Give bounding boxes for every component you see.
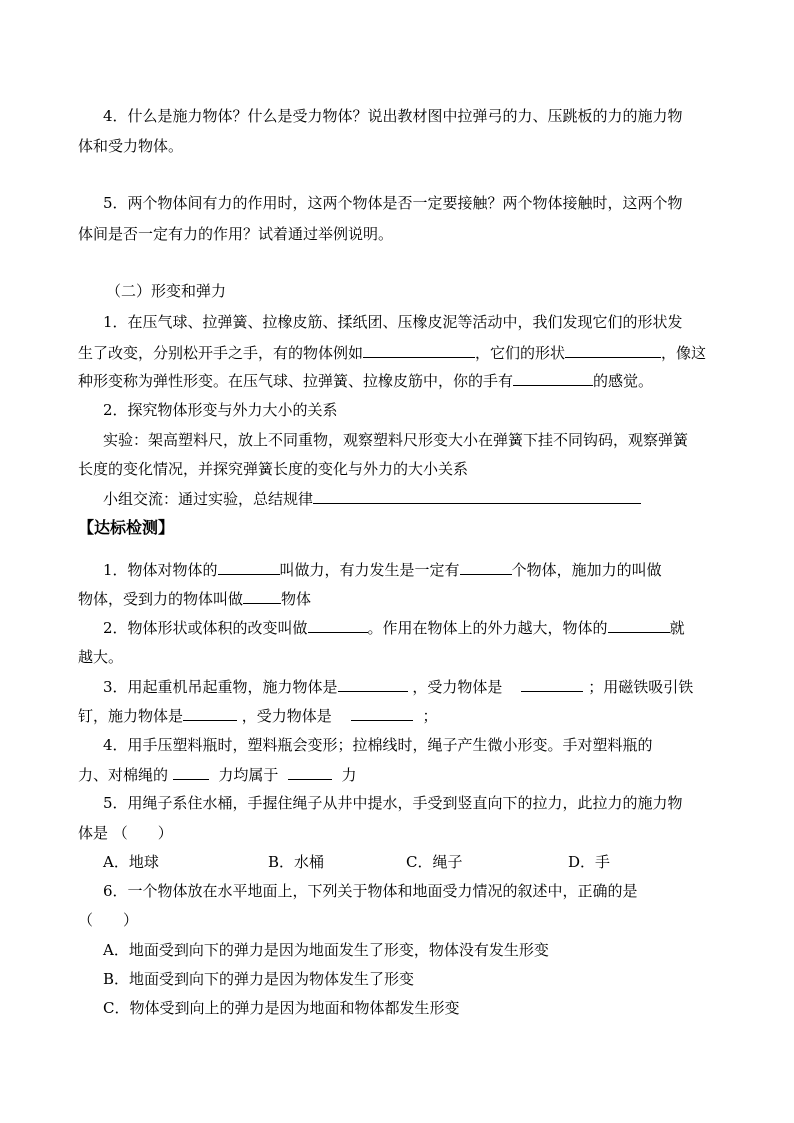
c5-options [103,852,610,872]
q5-line1: 5．两个物体间有力的作用时，这两个物体是否一定要接触？两个物体接触时，这两个物 [103,194,683,212]
c6-option-a[interactable]: A．地面受到向下的弹力是因为地面发生了形变，物体没有发生形变 [103,941,549,959]
q5-line2: 体间是否一定有力的作用？试着通过举例说明。 [78,225,394,243]
q4-line2: 体和受力物体。 [78,137,184,155]
c1-text-d: 物体，受到力的物体叫做 [78,590,244,608]
c3-text-c: ；用磁铁吸引铁 [588,678,694,696]
s2-exp-line1: 实验：架高塑料尺，放上不同重物，观察塑料尺形变大小在弹簧下挂不同钩码，观察弹簧 [103,431,689,449]
c1-text-a: 1．物体对物体的 [103,561,218,579]
answer-blank[interactable] [243,588,281,604]
c2-text-b: 。作用在物体上的外力越大，物体的 [367,619,608,637]
s2-q1-text-c: ，像这 [661,344,707,362]
answer-blank[interactable] [338,676,408,692]
answer-blank[interactable] [363,342,475,358]
answer-blank[interactable] [308,617,368,633]
answer-blank[interactable] [173,764,209,780]
answer-blank[interactable] [313,488,641,504]
c6-line1: 6．一个物体放在水平地面上，下列关于物体和地面受力情况的叙述中，正确的是 [103,882,638,900]
s2-q2: 2．探究物体形变与外力大小的关系 [103,401,338,419]
c6-option-c[interactable]: C．物体受到向上的弹力是因为地面和物体都发生形变 [103,999,460,1017]
c4-text-a: 力、对棉绳的 [78,766,169,784]
c1-line1 [103,559,662,580]
c3-text-a: 3．用起重机吊起重物，施力物体是 [103,678,338,696]
answer-blank[interactable] [218,559,280,575]
c5-option-c[interactable]: C．绳子 [406,853,463,871]
q4-line1: 4．什么是施力物体？什么是受力物体？说出教材图中拉弹弓的力、压跳板的力的施力物 [103,107,683,125]
section2-title: （二）形变和弹力 [106,282,227,300]
c1-text-e: 物体 [281,590,312,608]
answer-blank[interactable] [521,676,583,692]
c2-line2: 越大。 [78,648,124,666]
s2-group-line [103,488,641,509]
c3-text-d: 钉，施力物体是 [78,707,184,725]
c1-line2 [78,588,311,609]
c3-line1 [103,676,693,697]
s2-q1-line3 [78,370,653,391]
c5-line2: 体是 （ ） [78,824,173,842]
answer-blank[interactable] [288,764,332,780]
check-heading: 【达标检测】 [78,518,175,537]
answer-blank[interactable] [608,617,670,633]
c6-line2: （ ） [78,911,139,929]
s2-q1-text-b: ，它们的形状 [475,344,566,362]
answer-blank[interactable] [460,559,512,575]
c2-line1 [103,617,685,638]
s2-q1-text-d: 种形变称为弹性形变。在压气球、拉弹簧、拉橡皮筋中，你的手有 [78,372,514,390]
c4-text-c: 力 [341,766,357,784]
c4-line2 [78,764,356,785]
answer-blank[interactable] [351,705,413,721]
c1-text-b: 叫做力，有力发生是一定有 [279,561,460,579]
s2-exp-line2: 长度的变化情况，并探究弹簧长度的变化与外力的大小关系 [78,460,469,478]
c3-line2 [78,705,437,726]
s2-q1-text-e: 的感觉。 [593,372,654,390]
c2-text-c: 就 [669,619,685,637]
c1-text-c: 个物体，施加力的叫做 [511,561,662,579]
s2-group-text: 小组交流：通过实验，总结规律 [103,490,314,508]
c5-option-a[interactable]: A．地球 [103,853,159,871]
c2-text-a: 2．物体形状或体积的改变叫做 [103,619,308,637]
s2-q1-line1: 1．在压气球、拉弹簧、拉橡皮筋、揉纸团、压橡皮泥等活动中，我们发现它们的形状发 [103,313,683,331]
c5-option-b[interactable]: B．水桶 [268,853,325,871]
c5-option-d[interactable]: D．手 [568,853,611,871]
c3-text-e: ，受力物体是 [241,707,332,725]
c4-line1: 4．用手压塑料瓶时，塑料瓶会变形；拉棉线时，绳子产生微小形变。手对塑料瓶的 [103,736,653,754]
answer-blank[interactable] [565,342,661,358]
c3-text-b: ，受力物体是 [412,678,503,696]
s2-q1-text-a: 生了改变，分别松开手之手，有的物体例如 [78,344,364,362]
answer-blank[interactable] [183,705,237,721]
c5-line1: 5．用绳子系住水桶，手握住绳子从井中提水，手受到竖直向下的拉力，此拉力的施力物 [103,794,683,812]
s2-q1-line2 [78,342,706,363]
c6-option-b[interactable]: B．地面受到向下的弹力是因为物体发生了形变 [103,970,415,988]
answer-blank[interactable] [513,370,593,386]
c3-text-f: ； [422,707,438,725]
c4-text-b: 力均属于 [218,766,279,784]
